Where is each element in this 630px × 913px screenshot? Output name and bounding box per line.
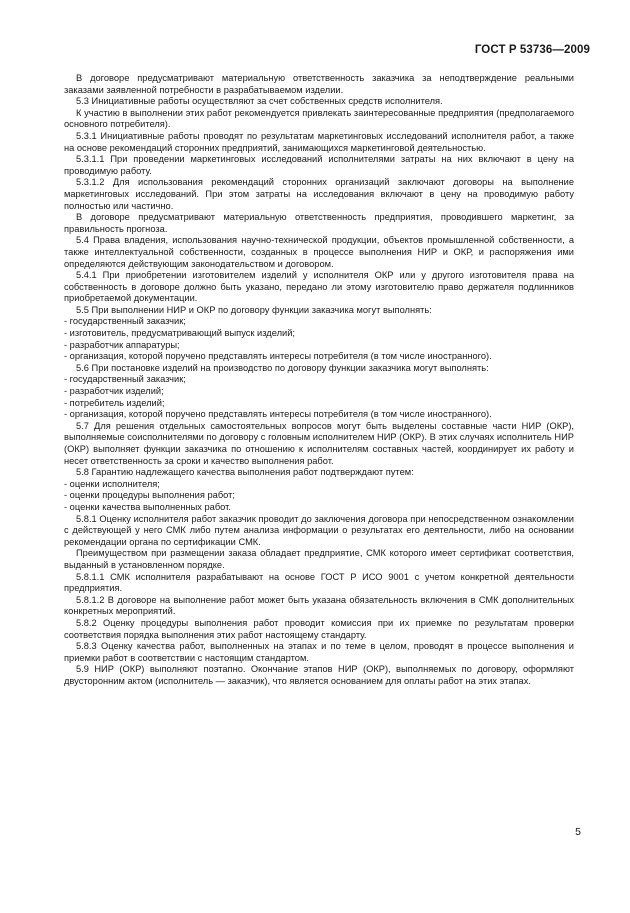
list-item: - оценки процедуры выполнения работ; [64,490,235,501]
paragraph: 5.8.1 Оценку исполнителя работ заказчик проводит до заключения договора при непосредственном ознакомлении с действующей у него СМК либо путем анализа информации о результатах его деятельности, либо на основании рекомендации органа по сертификации СМК. [64,513,574,547]
paragraph: 5.8.1.1 СМК исполнителя разрабатывают на основе ГОСТ Р ИСО 9001 с учетом конкретной деятельности предприятия. [64,571,574,594]
paragraph: 5.4.1 При приобретении изготовителем изделий у исполнителя ОКР или у другого изготовителя права на собственность в договоре должно быть указано, передано ли этому изготовителю право держателя подлинников приобретаемой документации. [64,270,574,304]
paragraph: 5.8.3 Оценку качества работ, выполненных на этапах и по теме в целом, проводят в процессе выполнения и приемки работ в соответствии с настоящим стандартом. [64,641,574,663]
paragraph: 5.9 НИР (ОКР) выполняют поэтапно. Окончание этапов НИР (ОКР), выполняемых по договору, оформляют двусторонним актом (исполнитель — заказчик), что является основанием для оплаты работ на этих этапах. [64,664,574,686]
paragraph: 5.8.2 Оценку процедуры выполнения работ проводит комиссия при их приемке по результатам проверки соответствия порядка выполнения этих работ настоящему стандарту. [64,617,574,640]
list-item: - государственный заказчик; [64,374,186,385]
paragraph: 5.6 При постановке изделий на производство по договору функции заказчика могут выполнять: [76,362,489,373]
body-text [64,73,574,687]
paragraph: 5.3 Инициативные работы осуществляют за счет собственных средств исполнителя. [76,96,443,107]
paragraph: В договоре предусматривают материальную ответственность предприятия, проводившего маркетинг, за правильность прогноза. [64,212,574,234]
paragraph: 5.3.1.2 Для использования рекомендаций сторонних организаций заключают договоры на выполнение маркетинговых исследований. При этом затраты на исследования включают в цену на проводимую работу полностью или частично. [64,177,574,211]
list-item: - государственный заказчик; [64,316,186,327]
paragraph: 5.7 Для решения отдельных самостоятельных вопросов могут быть выделены составные части НИР (ОКР), выполняемые соисполнителями по договору с головным исполнителем НИР (ОКР). В этих случаях исполнитель НИР (ОКР) выполняет функции заказчика по отношению к исполнителям составных частей, координирует их работу и несет ответственность за сроки и качество выполнения работ. [64,420,574,466]
paragraph: 5.3.1.1 При проведении маркетинговых исследований исполнителями затраты на них включают в цену на проводимую работу. [64,154,574,176]
document-code: ГОСТ Р 53736—2009 [474,44,590,56]
list-item: - оценки качества выполненных работ. [64,501,231,512]
list-item: - разработчик аппаратуры; [64,339,180,350]
paragraph: 5.8.1.2 В договоре на выполнение работ может быть указана обязательность включения в СМК дополнительных конкретных мероприятий. [64,594,574,617]
list-item: - изготовитель, предусматривающий выпуск изделий; [64,328,295,339]
paragraph: Преимуществом при размещении заказа обладает предприятие, СМК которого имеет сертификат соответствия, выданный в установленном порядке. [64,548,574,570]
list-item: - разработчик изделий; [64,386,164,397]
list-item: - оценки исполнителя; [64,478,160,489]
paragraph: К участию в выполнении этих работ рекомендуется привлекать заинтересованные предприятия (предполагаемого основного потребителя). [64,107,574,130]
paragraph: 5.8 Гарантию надлежащего качества выполнения работ подтверждают путем: [76,467,414,478]
list-item: - организация, которой поручено представлять интересы потребителя (в том числе иностранного). [64,409,492,420]
list-item: - организация, которой поручено представлять интересы потребителя (в том числе иностранного). [64,351,492,362]
page-number: 5 [575,826,581,838]
paragraph: 5.5 При выполнении НИР и ОКР по договору функции заказчика могут выполнять: [76,304,432,315]
paragraph: 5.3.1 Инициативные работы проводят по результатам маркетинговых исследований исполнителя работ, а также на основе рекомендаций сторонних предприятий, занимающихся маркетинговой деятельностью. [64,130,574,153]
paragraph: 5.4 Права владения, использования научно-технической продукции, объектов промышленной собственности, а также интеллектуальной собственности, созданных в процессе выполнения НИР и ОКР, и распоряжения ими определяются действующим законодательством и договором. [64,235,574,269]
paragraph: В договоре предусматривают материальную ответственность заказчика за неподтверждение реальными заказами заявленной потребности в разрабатываемом изделии. [64,73,574,95]
list-item: - потребитель изделий; [64,397,165,408]
